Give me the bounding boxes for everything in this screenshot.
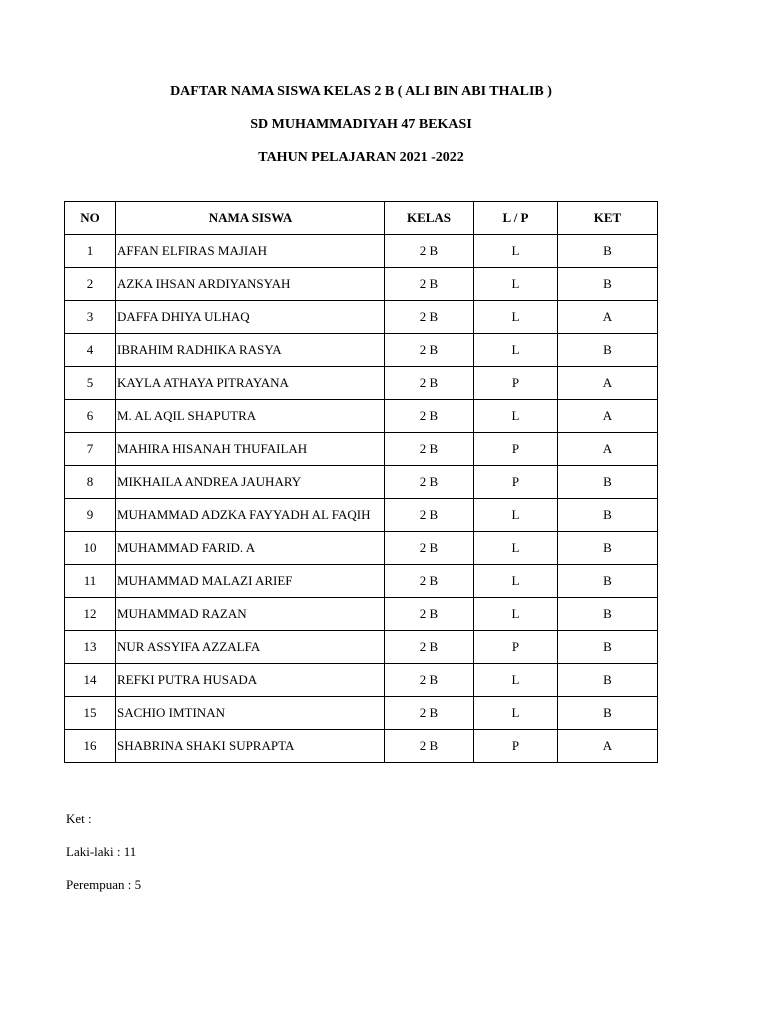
cell-no: 2 <box>65 268 116 301</box>
cell-gender: L <box>474 697 558 730</box>
cell-gender: L <box>474 565 558 598</box>
cell-gender: L <box>474 532 558 565</box>
cell-kelas: 2 B <box>385 301 474 334</box>
cell-no: 13 <box>65 631 116 664</box>
table-row <box>65 235 658 268</box>
table-row <box>65 499 658 532</box>
table-row <box>65 367 658 400</box>
cell-no: 10 <box>65 532 116 565</box>
cell-ket: B <box>558 565 658 598</box>
column-header-lp: L / P <box>474 202 558 235</box>
cell-student-name: KAYLA ATHAYA PITRAYANA <box>116 367 385 400</box>
cell-kelas: 2 B <box>385 730 474 763</box>
table-row <box>65 631 658 664</box>
cell-gender: P <box>474 433 558 466</box>
cell-kelas: 2 B <box>385 433 474 466</box>
cell-gender: L <box>474 598 558 631</box>
cell-gender: L <box>474 664 558 697</box>
cell-ket: B <box>558 664 658 697</box>
academic-year: TAHUN PELAJARAN 2021 -2022 <box>258 150 464 165</box>
cell-no: 6 <box>65 400 116 433</box>
cell-student-name: AZKA IHSAN ARDIYANSYAH <box>116 268 385 301</box>
cell-no: 7 <box>65 433 116 466</box>
cell-no: 4 <box>65 334 116 367</box>
cell-student-name: MUHAMMAD FARID. A <box>116 532 385 565</box>
cell-kelas: 2 B <box>385 565 474 598</box>
column-header-ket: KET <box>558 202 658 235</box>
cell-ket: A <box>558 400 658 433</box>
cell-kelas: 2 B <box>385 334 474 367</box>
cell-gender: P <box>474 730 558 763</box>
cell-kelas: 2 B <box>385 499 474 532</box>
table-row <box>65 730 658 763</box>
cell-ket: B <box>558 334 658 367</box>
cell-no: 14 <box>65 664 116 697</box>
table-row <box>65 598 658 631</box>
column-header-name: NAMA SISWA <box>116 202 385 235</box>
cell-student-name: NUR ASSYIFA AZZALFA <box>116 631 385 664</box>
notes-label: Ket : <box>66 811 92 826</box>
cell-ket: A <box>558 301 658 334</box>
table-row <box>65 433 658 466</box>
column-header-no: NO <box>65 202 116 235</box>
table-row <box>65 466 658 499</box>
male-count: Laki-laki : 11 <box>66 844 137 859</box>
cell-no: 11 <box>65 565 116 598</box>
cell-ket: B <box>558 268 658 301</box>
table-row <box>65 334 658 367</box>
table-row <box>65 268 658 301</box>
cell-student-name: AFFAN ELFIRAS MAJIAH <box>116 235 385 268</box>
cell-no: 8 <box>65 466 116 499</box>
table-body <box>65 235 658 763</box>
cell-gender: P <box>474 367 558 400</box>
cell-student-name: SACHIO IMTINAN <box>116 697 385 730</box>
cell-ket: B <box>558 235 658 268</box>
cell-no: 1 <box>65 235 116 268</box>
cell-kelas: 2 B <box>385 400 474 433</box>
cell-no: 16 <box>65 730 116 763</box>
cell-student-name: MUHAMMAD MALAZI ARIEF <box>116 565 385 598</box>
cell-ket: A <box>558 367 658 400</box>
cell-student-name: REFKI PUTRA HUSADA <box>116 664 385 697</box>
table-header-row <box>65 202 658 235</box>
cell-ket: A <box>558 730 658 763</box>
cell-student-name: SHABRINA SHAKI SUPRAPTA <box>116 730 385 763</box>
cell-gender: L <box>474 268 558 301</box>
student-table <box>64 201 658 763</box>
cell-kelas: 2 B <box>385 598 474 631</box>
school-name: SD MUHAMMADIYAH 47 BEKASI <box>250 117 472 132</box>
cell-gender: P <box>474 631 558 664</box>
cell-student-name: MUHAMMAD RAZAN <box>116 598 385 631</box>
cell-student-name: M. AL AQIL SHAPUTRA <box>116 400 385 433</box>
table-row <box>65 400 658 433</box>
cell-gender: L <box>474 400 558 433</box>
cell-no: 15 <box>65 697 116 730</box>
table-row <box>65 697 658 730</box>
cell-student-name: MIKHAILA ANDREA JAUHARY <box>116 466 385 499</box>
cell-no: 12 <box>65 598 116 631</box>
cell-gender: L <box>474 334 558 367</box>
cell-ket: B <box>558 697 658 730</box>
table-row <box>65 664 658 697</box>
table-row <box>65 565 658 598</box>
cell-gender: L <box>474 499 558 532</box>
table-row <box>65 532 658 565</box>
cell-gender: L <box>474 301 558 334</box>
cell-kelas: 2 B <box>385 466 474 499</box>
cell-student-name: MUHAMMAD ADZKA FAYYADH AL FAQIH <box>116 499 385 532</box>
cell-student-name: DAFFA DHIYA ULHAQ <box>116 301 385 334</box>
table-row <box>65 301 658 334</box>
column-header-kelas: KELAS <box>385 202 474 235</box>
cell-gender: P <box>474 466 558 499</box>
cell-kelas: 2 B <box>385 268 474 301</box>
cell-gender: L <box>474 235 558 268</box>
cell-kelas: 2 B <box>385 367 474 400</box>
cell-no: 5 <box>65 367 116 400</box>
cell-student-name: MAHIRA HISANAH THUFAILAH <box>116 433 385 466</box>
cell-ket: B <box>558 532 658 565</box>
cell-no: 9 <box>65 499 116 532</box>
cell-no: 3 <box>65 301 116 334</box>
cell-ket: B <box>558 499 658 532</box>
cell-ket: B <box>558 466 658 499</box>
cell-student-name: IBRAHIM RADHIKA RASYA <box>116 334 385 367</box>
cell-ket: B <box>558 631 658 664</box>
cell-ket: B <box>558 598 658 631</box>
female-count: Perempuan : 5 <box>66 877 142 892</box>
cell-ket: A <box>558 433 658 466</box>
cell-kelas: 2 B <box>385 697 474 730</box>
cell-kelas: 2 B <box>385 631 474 664</box>
cell-kelas: 2 B <box>385 532 474 565</box>
cell-kelas: 2 B <box>385 235 474 268</box>
cell-kelas: 2 B <box>385 664 474 697</box>
document-title: DAFTAR NAMA SISWA KELAS 2 B ( ALI BIN ABI THALIB ) <box>170 84 552 99</box>
